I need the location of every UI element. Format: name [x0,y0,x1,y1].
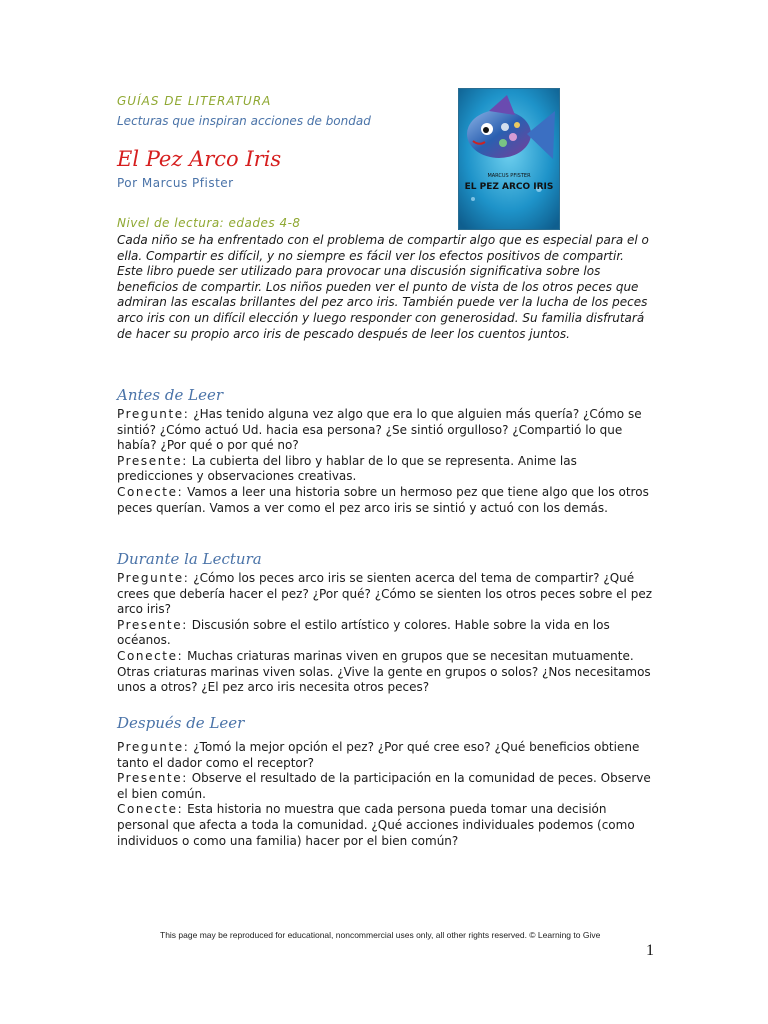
prompt-item [117,802,652,849]
prompt-item [117,407,652,454]
fish-cover-illustration [459,89,559,229]
copyright-footer: This page may be reproduced for educational, noncommercial uses only, all other rights reserved. © Learning to Give [160,930,601,940]
prompt-text: ¿Cómo los peces arco iris se sienten acerca del tema de compartir? ¿Qué crees que debería hacer el pez? ¿Por qué? ¿Cómo se sienten los otros peces sobre el pez arco iris? [117,571,653,617]
section-body-antes [117,407,652,516]
prompt-label: Pregunte: [117,407,190,421]
prompt-item [117,454,652,485]
section-body-durante [117,571,652,696]
section-heading-antes: Antes de Leer [117,386,223,404]
page-number: 1 [646,942,654,959]
prompt-item [117,618,652,649]
prompt-label: Pregunte: [117,740,190,754]
prompt-text: Observe el resultado de la participación en la comunidad de peces. Observe el bien común. [117,771,651,801]
prompt-label: Conecte: [117,484,184,499]
prompt-label: Conecte: [117,802,184,817]
prompt-label: Presente: [117,453,188,468]
prompt-text: Vamos a leer una historia sobre un hermoso pez que tiene algo que los otros peces querían. Vamos a ver como el pez arco iris se sintió y actuó con los demás. [117,484,649,515]
intro-paragraph: Cada niño se ha enfrentado con el problema de compartir algo que es especial para el o ella. Compartir es difícil, y no siempre es fácil ver los efectos positivos de compartir. Este libro puede ser utilizado para provocar una discusión significativa sobre los beneficios de compartir. Los niños pueden ver el punto de vista de los otros peces que admiran las escalas brillantes del pez arco iris. También puede ver la lucha de los peces arco iris con un difícil elección y luego responder con generosidad. Su familia disfrutará de hacer su propio arco iris de pescado después de leer los cuentos juntos. [117,233,649,341]
prompt-item [117,571,652,618]
cover-author: MARCUS PFISTER [487,173,531,179]
prompt-item [117,649,652,696]
prompt-text: Esta historia no muestra que cada persona pueda tomar una decisión personal que afecta a toda la comunidad. ¿Qué acciones individuales podemos (como individuos o como una familia) hacer por el bien común? [117,802,635,848]
section-body-despues [117,740,652,849]
prompt-item [117,740,652,771]
prompt-label: Conecte: [117,648,184,663]
prompt-label: Presente: [117,617,188,632]
prompt-text: La cubierta del libro y hablar de lo que se representa. Anime las predicciones y observaciones creativas. [117,453,577,484]
prompt-text: ¿Has tenido alguna vez algo que era lo que alguien más quería? ¿Cómo se sintió? ¿Cómo actuó Ud. hacia esa persona? ¿Se sintió orgulloso? ¿Compartió lo que había? ¿Por qué o por qué no? [117,407,642,453]
prompt-text: Muchas criaturas marinas viven en grupos que se necesitan mutuamente. Otras criaturas marinas viven solas. ¿Vive la gente en grupos o solos? ¿Nos necesitamos unos a otros? ¿El pez arco iris necesita otros peces? [117,648,651,695]
reading-level: Nivel de lectura: edades 4-8 [117,216,301,230]
book-author: Por Marcus Pfister [117,176,234,190]
series-title: GUÍAS DE LITERATURA [117,94,272,108]
prompt-item [117,485,652,516]
prompt-item [117,771,652,802]
section-heading-despues: Después de Leer [117,714,245,732]
cover-title: EL PEZ ARCO IRIS [464,182,554,192]
prompt-label: Presente: [117,771,188,786]
book-cover-image [458,88,560,230]
prompt-label: Pregunte: [117,571,190,585]
series-subtitle: Lecturas que inspiran acciones de bondad [117,114,371,128]
prompt-text: ¿Tomó la mejor opción el pez? ¿Por qué cree eso? ¿Qué beneficios obtiene tanto el dador como el receptor? [117,740,640,770]
prompt-text: Discusión sobre el estilo artístico y colores. Hable sobre la vida en los océanos. [117,617,610,648]
section-heading-durante: Durante la Lectura [117,550,262,568]
book-title: El Pez Arco Iris [117,147,282,171]
